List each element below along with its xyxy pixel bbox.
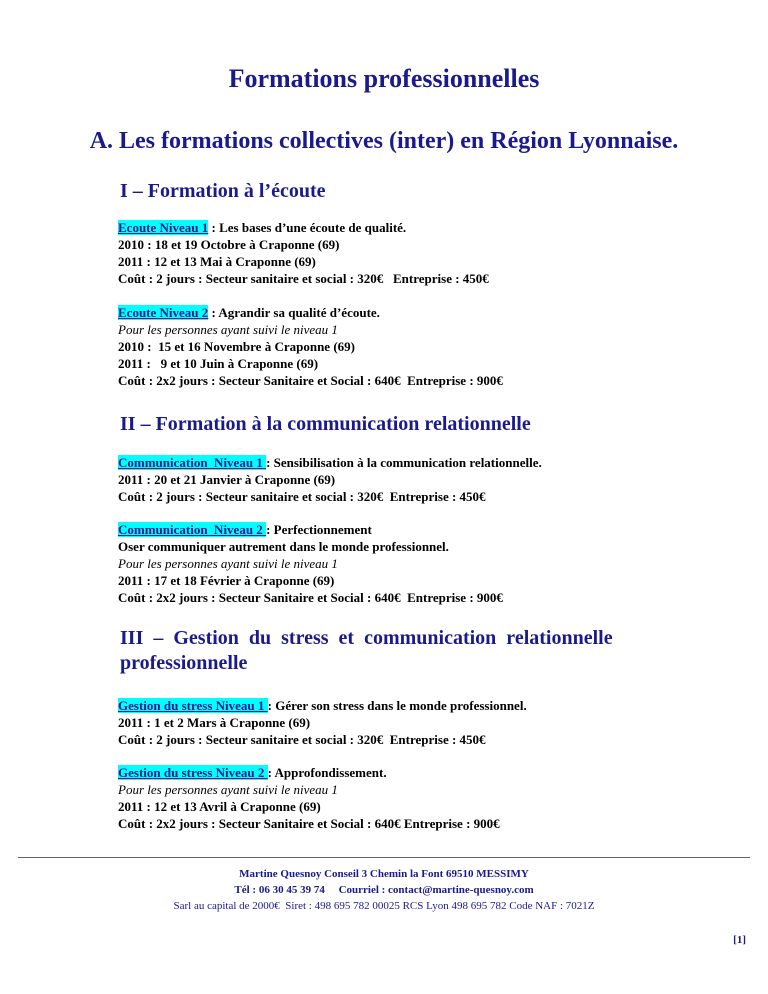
cost-line: Coût : 2x2 jours : Secteur Sanitaire et Social : 640€ Entreprise : 900€ [118,816,500,831]
highlight-label: Ecoute Niveau 2 [118,305,209,320]
block-stress-niveau-1 [118,697,527,748]
cost-line: Coût : 2 jours : Secteur sanitaire et social : 320€ Entreprise : 450€ [118,732,486,747]
section-title-communication: II – Formation à la communication relationnelle [120,413,531,435]
date-line: 2011 : 12 et 13 Avril à Craponne (69) [118,799,321,814]
block-heading-text: : Les bases d’une écoute de qualité. [208,220,407,235]
block-ecoute-niveau-2 [118,304,503,389]
page-number: [1] [733,934,746,946]
date-line: 2011 : 17 et 18 Février à Craponne (69) [118,573,335,588]
prerequisite-note: Pour les personnes ayant suivi le niveau 1 [118,556,338,571]
date-line: 2011 : 9 et 10 Juin à Craponne (69) [118,356,319,371]
block-heading-text: : Perfectionnement [266,522,372,537]
cost-line: Coût : 2x2 jours : Secteur Sanitaire et Social : 640€ Entreprise : 900€ [118,590,503,605]
date-line: 2011 : 20 et 21 Janvier à Craponne (69) [118,472,336,487]
block-ecoute-niveau-1 [118,219,489,287]
block-heading-text: : Agrandir sa qualité d’écoute. [208,305,380,320]
subject-line: Oser communiquer autrement dans le monde professionnel. [118,539,449,554]
prerequisite-note: Pour les personnes ayant suivi le niveau 1 [118,322,338,337]
highlight-label: Ecoute Niveau 1 [118,220,209,235]
block-heading-text: : Sensibilisation à la communication relationnelle. [266,455,542,470]
page-subtitle: A. Les formations collectives (inter) en Région Lyonnaise. [89,128,679,154]
footer-company-line: Martine Quesnoy Conseil 3 Chemin la Font 69510 MESSIMY [239,868,529,880]
block-stress-niveau-2 [118,764,500,832]
highlight-label: Gestion du stress Niveau 1 [118,698,268,713]
section-title-ecoute: I – Formation à l’écoute [120,180,326,202]
footer [0,866,768,914]
date-line: 2011 : 12 et 13 Mai à Craponne (69) [118,254,316,269]
cost-line: Coût : 2 jours : Secteur sanitaire et social : 320€ Entreprise : 450€ [118,489,486,504]
footer-contact-line: Tél : 06 30 45 39 74 Courriel : contact@martine-quesnoy.com [234,884,534,896]
block-heading-text: : Approfondissement. [267,765,387,780]
cost-line: Coût : 2 jours : Secteur sanitaire et social : 320€ Entreprise : 450€ [118,271,489,286]
date-line: 2010 : 18 et 19 Octobre à Craponne (69) [118,237,340,252]
cost-line: Coût : 2x2 jours : Secteur Sanitaire et Social : 640€ Entreprise : 900€ [118,373,503,388]
section-title-stress-line1: III – Gestion du stress et communication relationnelle [120,627,613,649]
highlight-label: Communication Niveau 2 [118,522,267,537]
highlight-label: Communication Niveau 1 [118,455,267,470]
page-title: Formations professionnelles [228,64,540,93]
date-line: 2011 : 1 et 2 Mars à Craponne (69) [118,715,311,730]
date-line: 2010 : 15 et 16 Novembre à Craponne (69) [118,339,355,354]
highlight-label: Gestion du stress Niveau 2 [118,765,268,780]
footer-divider [18,857,750,858]
block-communication-niveau-2 [118,521,503,606]
block-communication-niveau-1 [118,454,542,505]
section-title-stress-line2: professionnelle [120,652,248,674]
prerequisite-note: Pour les personnes ayant suivi le niveau 1 [118,782,338,797]
block-heading-text: : Gérer son stress dans le monde professionnel. [267,698,527,713]
footer-legal-line: Sarl au capital de 2000€ Siret : 498 695 782 00025 RCS Lyon 498 695 782 Code NAF : 7021Z [173,900,595,912]
